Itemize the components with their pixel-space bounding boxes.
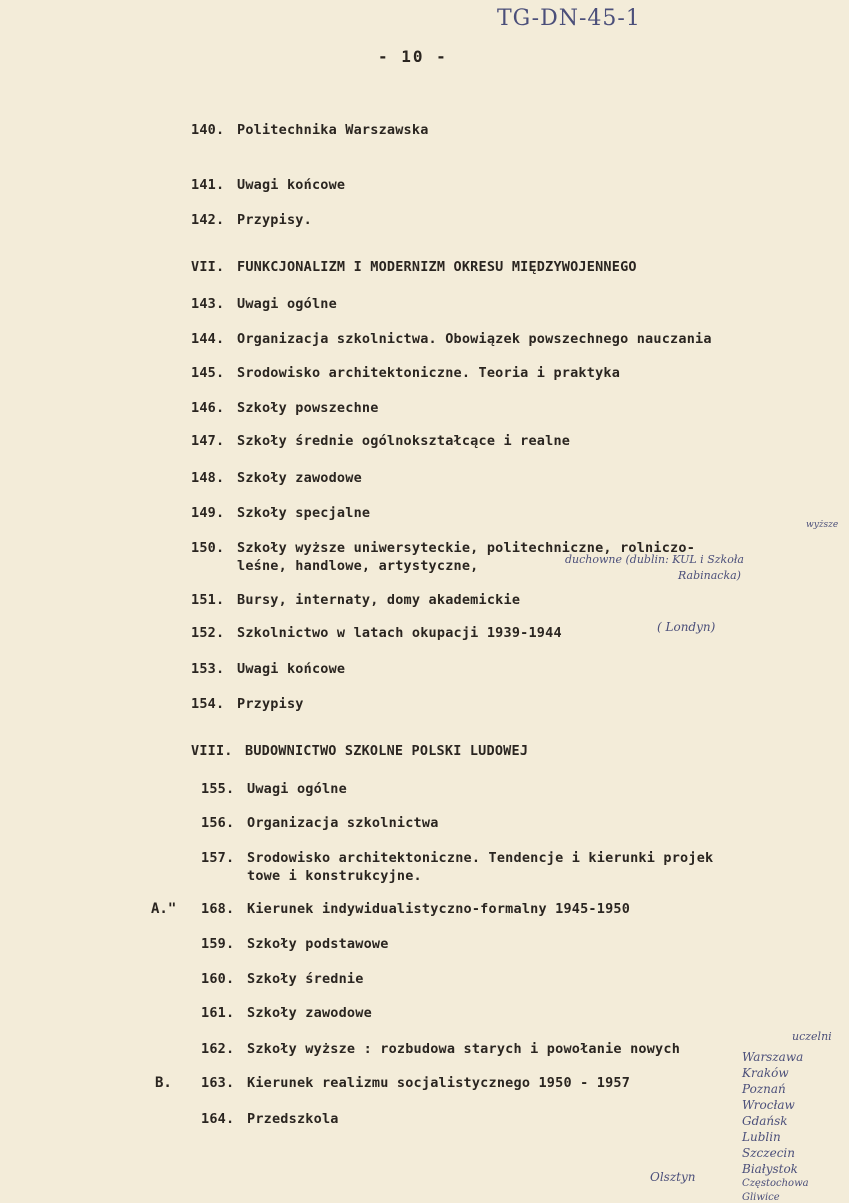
handwritten-note: uczelni xyxy=(792,1030,832,1043)
section-heading: VIII. BUDOWNICTWO SZKOLNE POLSKI LUDOWEJ xyxy=(191,743,529,759)
handwritten-note: wyższe xyxy=(806,520,839,530)
toc-entry: 154. Przypisy xyxy=(191,696,304,712)
toc-entry: 156. Organizacja szkolnictwa xyxy=(201,815,439,831)
toc-entry: 142. Przypisy. xyxy=(191,212,312,228)
city-item: Białystok xyxy=(742,1162,798,1176)
city-item: Kraków xyxy=(742,1066,789,1080)
toc-entry: 152. Szkolnictwo w latach okupacji 1939-1944 xyxy=(191,625,562,641)
toc-entry: 157. Srodowisko architektoniczne. Tendencje i kierunki projek xyxy=(201,850,714,866)
toc-entry: 168. Kierunek indywidualistyczno-formalny 1945-1950 xyxy=(201,901,631,917)
toc-entry: 164. Przedszkola xyxy=(201,1111,339,1127)
toc-entry: 148. Szkoły zawodowe xyxy=(191,470,362,486)
handwritten-note: Rabinacka) xyxy=(678,569,741,582)
reference-code: TG-DN-45-1 xyxy=(497,6,641,31)
section-heading: VII. FUNKCJONALIZM I MODERNIZM OKRESU MIĘDZYWOJENNEGO xyxy=(191,259,637,275)
city-item: Szczecin xyxy=(742,1146,795,1160)
city-item: Poznań xyxy=(742,1082,786,1096)
toc-entry: 151. Bursy, internaty, domy akademickie xyxy=(191,592,521,608)
toc-entry-continuation: towe i konstrukcyjne. xyxy=(247,868,422,884)
toc-entry: 159. Szkoły podstawowe xyxy=(201,936,389,952)
city-item: Warszawa xyxy=(742,1050,804,1064)
toc-entry: 145. Srodowisko architektoniczne. Teoria i praktyka xyxy=(191,365,621,381)
city-item: Wrocław xyxy=(742,1098,795,1112)
toc-entry: 150. Szkoły wyższe uniwersyteckie, politechniczne, rolniczo- xyxy=(191,540,696,556)
toc-entry: 144. Organizacja szkolnictwa. Obowiązek powszechnego nauczania xyxy=(191,331,712,347)
toc-entry: 149. Szkoły specjalne xyxy=(191,505,371,521)
toc-entry: 143. Uwagi ogólne xyxy=(191,296,337,312)
toc-entry: 146. Szkoły powszechne xyxy=(191,400,379,416)
toc-entry: 160. Szkoły średnie xyxy=(201,971,364,987)
handwritten-note: duchowne (dublin: KUL i Szkoła xyxy=(565,553,744,566)
toc-entry: 153. Uwagi końcowe xyxy=(191,661,346,677)
city-item: Gdańsk xyxy=(742,1114,788,1128)
toc-entry: 155. Uwagi ogólne xyxy=(201,781,347,797)
handwritten-note: ( Londyn) xyxy=(657,620,716,634)
toc-entry-continuation: leśne, handlowe, artystyczne, xyxy=(237,558,479,574)
toc-entry: 163. Kierunek realizmu socjalistycznego 1950 - 1957 xyxy=(201,1075,631,1091)
city-item: Lublin xyxy=(742,1130,781,1144)
toc-entry: 140. Politechnika Warszawska xyxy=(191,122,429,138)
margin-mark-a: A." xyxy=(151,901,177,917)
city-item: Gliwice xyxy=(742,1192,780,1203)
toc-entry: 141. Uwagi końcowe xyxy=(191,177,346,193)
toc-entry: 162. Szkoły wyższe : rozbudowa starych i powołanie nowych xyxy=(201,1041,681,1057)
margin-mark-b: B. xyxy=(155,1075,172,1091)
page-number: - 10 - xyxy=(378,47,448,66)
toc-entry: 147. Szkoły średnie ogólnokształcące i realne xyxy=(191,433,571,449)
city-item: Częstochowa xyxy=(742,1178,809,1189)
handwritten-note: Olsztyn xyxy=(650,1170,696,1184)
toc-entry: 161. Szkoły zawodowe xyxy=(201,1005,372,1021)
